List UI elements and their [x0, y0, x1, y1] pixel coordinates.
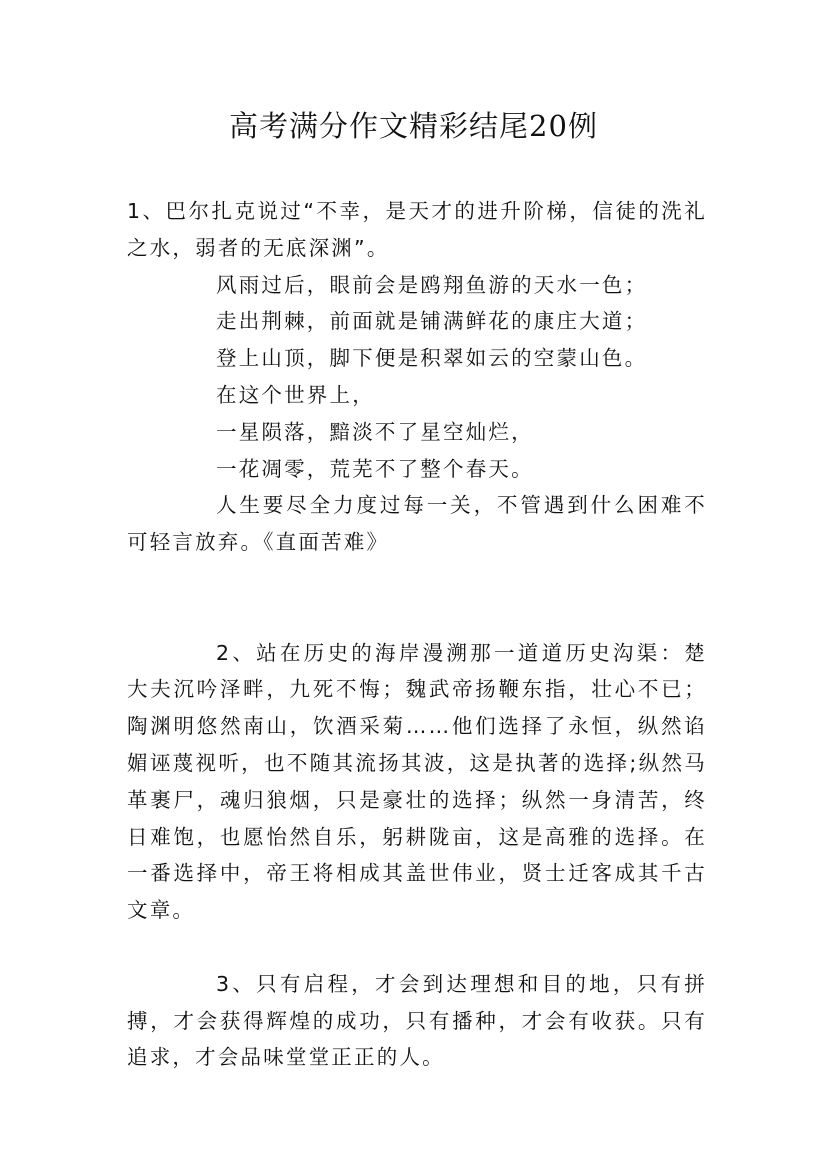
document-title: 高考满分作文精彩结尾20例: [229, 109, 598, 143]
item1-line: 在这个世界上，: [216, 382, 375, 407]
item1-line: 登上山顶，脚下便是积翠如云的空蒙山色。: [216, 346, 648, 371]
paragraph-gap: [127, 561, 707, 598]
item1-line: 走出荆棘，前面就是铺满鲜花的康庄大道；: [216, 309, 648, 334]
item1-line: 风雨过后，眼前会是鸥翔鱼游的天水一色；: [216, 272, 648, 297]
item1-closing: 人生要尽全力度过每一关，不管遇到什么困难不可轻言放弃。《直面苦难》: [127, 493, 707, 555]
document-body: [127, 193, 707, 1076]
item1-intro: 1、巴尔扎克说过“不幸，是天才的进升阶梯，信徒的洗礼之水，弱者的无底深渊”。: [127, 199, 707, 260]
item1-line: 一花凋零，荒芜不了整个春天。: [216, 456, 534, 481]
paragraph-gap: [127, 598, 707, 635]
item2-paragraph: 2、站在历史的海岸漫溯那一道道历史沟渠：楚大夫沉吟泽畔，九死不悔；魏武帝扬鞭东指，壮心不已；陶渊明悠然南山，饮酒采菊……他们选择了永恒，纵然谄媚诬蔑视听，也不随其流扬其波，这是执著的选择;纵然马革裹尸，魂归狼烟，只是豪壮的选择；纵然一身清苦，终日难饱，也愿怡然自乐，躬耕陇亩，这是高雅的选择。在一番选择中，帝王将相成其盖世伟业，贤士迁客成其千古文章。: [127, 640, 707, 923]
item1-line: 一星陨落，黯淡不了星空灿烂，: [216, 419, 534, 444]
paragraph-gap: [127, 929, 707, 966]
item3-paragraph: 3、只有启程，才会到达理想和目的地，只有拼搏，才会获得辉煌的成功，只有播种，才会有收获。只有追求，才会品味堂堂正正的人。: [127, 971, 707, 1070]
